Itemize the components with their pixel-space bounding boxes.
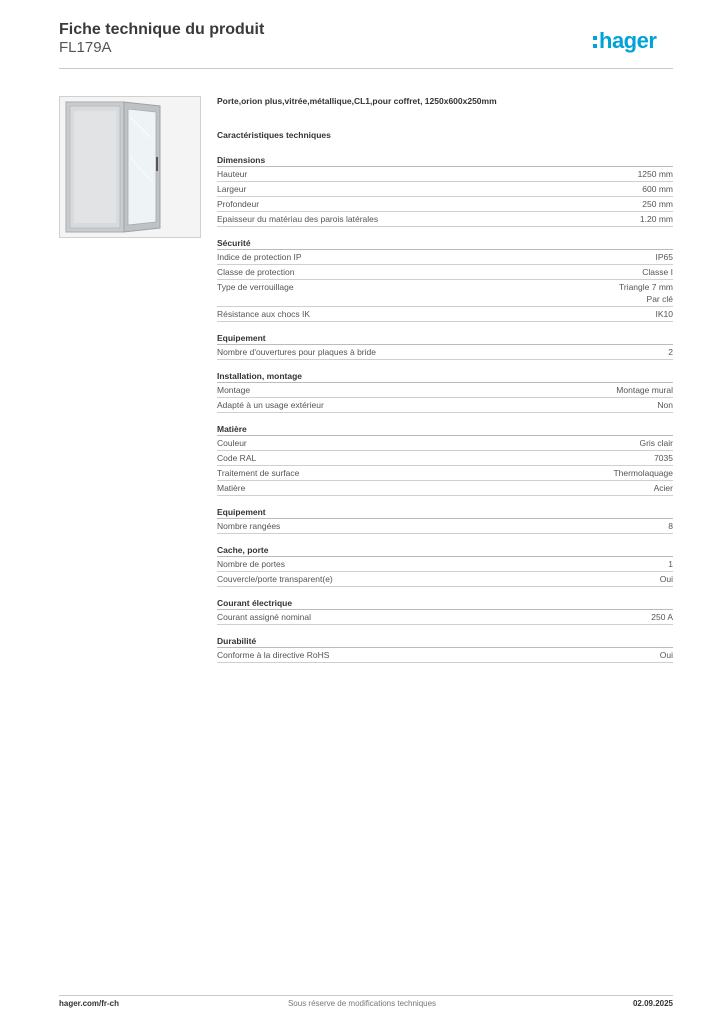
footer-website-link[interactable]: hager.com/fr-ch [59, 999, 120, 1008]
spec-row [217, 572, 673, 587]
spec-row [217, 451, 673, 466]
spec-label: Epaisseur du matériau des parois latérales [217, 214, 379, 224]
spec-label: Nombre rangées [217, 521, 281, 531]
spec-section [217, 423, 673, 496]
spec-value: Oui [659, 650, 673, 660]
product-reference: FL179A [59, 39, 112, 56]
spec-section [217, 154, 673, 227]
spec-value: Gris clair [639, 438, 673, 448]
spec-value: Thermolaquage [613, 468, 673, 478]
hager-logo [593, 26, 656, 56]
spec-label: Nombre de portes [217, 559, 286, 569]
spec-label: Largeur [217, 184, 247, 194]
footer-divider [59, 995, 673, 996]
section-title: Courant électrique [217, 597, 673, 610]
spec-label: Classe de protection [217, 267, 295, 277]
footer-date: 02.09.2025 [632, 999, 673, 1008]
spec-label: Adapté à un usage extérieur [217, 400, 324, 410]
spec-value: Classe I [642, 267, 673, 277]
footer-notice: Sous réserve de modifications techniques [287, 999, 437, 1008]
spec-row [217, 212, 673, 227]
spec-row [217, 280, 673, 307]
spec-value: 7035 [654, 453, 673, 463]
spec-value: 600 mm [642, 184, 673, 194]
spec-value: Acier [653, 483, 673, 493]
spec-value: 1.20 mm [639, 214, 673, 224]
spec-value: IP65 [655, 252, 673, 262]
section-title: Installation, montage [217, 370, 673, 383]
product-image [59, 96, 201, 238]
spec-row [217, 398, 673, 413]
spec-label: Courant assigné nominal [217, 612, 312, 622]
spec-label: Nombre d'ouvertures pour plaques à bride [217, 347, 376, 357]
spec-value: 250 A [651, 612, 673, 622]
spec-row [217, 648, 673, 663]
spec-label: Code RAL [217, 453, 257, 463]
spec-row [217, 466, 673, 481]
section-title: Cache, porte [217, 544, 673, 557]
spec-value: 2 [668, 347, 673, 357]
logo-text: hager [599, 28, 657, 53]
spec-row [217, 307, 673, 322]
spec-row [217, 265, 673, 280]
spec-row [217, 557, 673, 572]
spec-value: Non [657, 400, 673, 410]
spec-value: Triangle 7 mm Par clé [618, 282, 673, 304]
spec-value: Montage mural [616, 385, 673, 395]
spec-value: 1 [668, 559, 673, 569]
section-title: Sécurité [217, 237, 673, 250]
spec-row [217, 436, 673, 451]
spec-value: Oui [659, 574, 673, 584]
spec-section [217, 635, 673, 663]
spec-label: Conforme à la directive RoHS [217, 650, 330, 660]
spec-row [217, 481, 673, 496]
section-title: Durabilité [217, 635, 673, 648]
spec-value: 250 mm [642, 199, 673, 209]
spec-row [217, 519, 673, 534]
section-title: Matière [217, 423, 673, 436]
spec-sections [217, 154, 673, 663]
spec-section [217, 370, 673, 413]
spec-value: 1250 mm [637, 169, 673, 179]
spec-label: Type de verrouillage [217, 282, 294, 292]
section-title: Dimensions [217, 154, 673, 167]
section-title: Equipement [217, 332, 673, 345]
spec-row [217, 383, 673, 398]
page-title: Fiche technique du produit [59, 21, 265, 38]
spec-row [217, 182, 673, 197]
spec-label: Indice de protection IP [217, 252, 302, 262]
spec-row [217, 167, 673, 182]
spec-label: Couleur [217, 438, 247, 448]
spec-row [217, 610, 673, 625]
spec-section [217, 332, 673, 360]
spec-section [217, 506, 673, 534]
product-description: Porte,orion plus,vitrée,métallique,CL1,pour coffret, 1250x600x250mm [217, 96, 497, 106]
spec-label: Profondeur [217, 199, 260, 209]
spec-label: Matière [217, 483, 246, 493]
spec-label: Résistance aux chocs IK [217, 309, 311, 319]
spec-row [217, 345, 673, 360]
spec-section [217, 544, 673, 587]
spec-section [217, 597, 673, 625]
spec-label: Couvercle/porte transparent(e) [217, 574, 333, 584]
logo-colon-icon [593, 36, 597, 48]
spec-label: Traitement de surface [217, 468, 300, 478]
spec-row [217, 197, 673, 212]
spec-value: IK10 [655, 309, 673, 319]
section-title: Equipement [217, 506, 673, 519]
datasheet-content [217, 96, 673, 663]
spec-section [217, 237, 673, 322]
spec-label: Hauteur [217, 169, 248, 179]
spec-value: 8 [668, 521, 673, 531]
spec-label: Montage [217, 385, 251, 395]
enclosure-door-image [60, 97, 200, 237]
technical-characteristics-heading: Caractéristiques techniques [217, 130, 331, 140]
spec-row [217, 250, 673, 265]
header-divider [59, 68, 673, 69]
